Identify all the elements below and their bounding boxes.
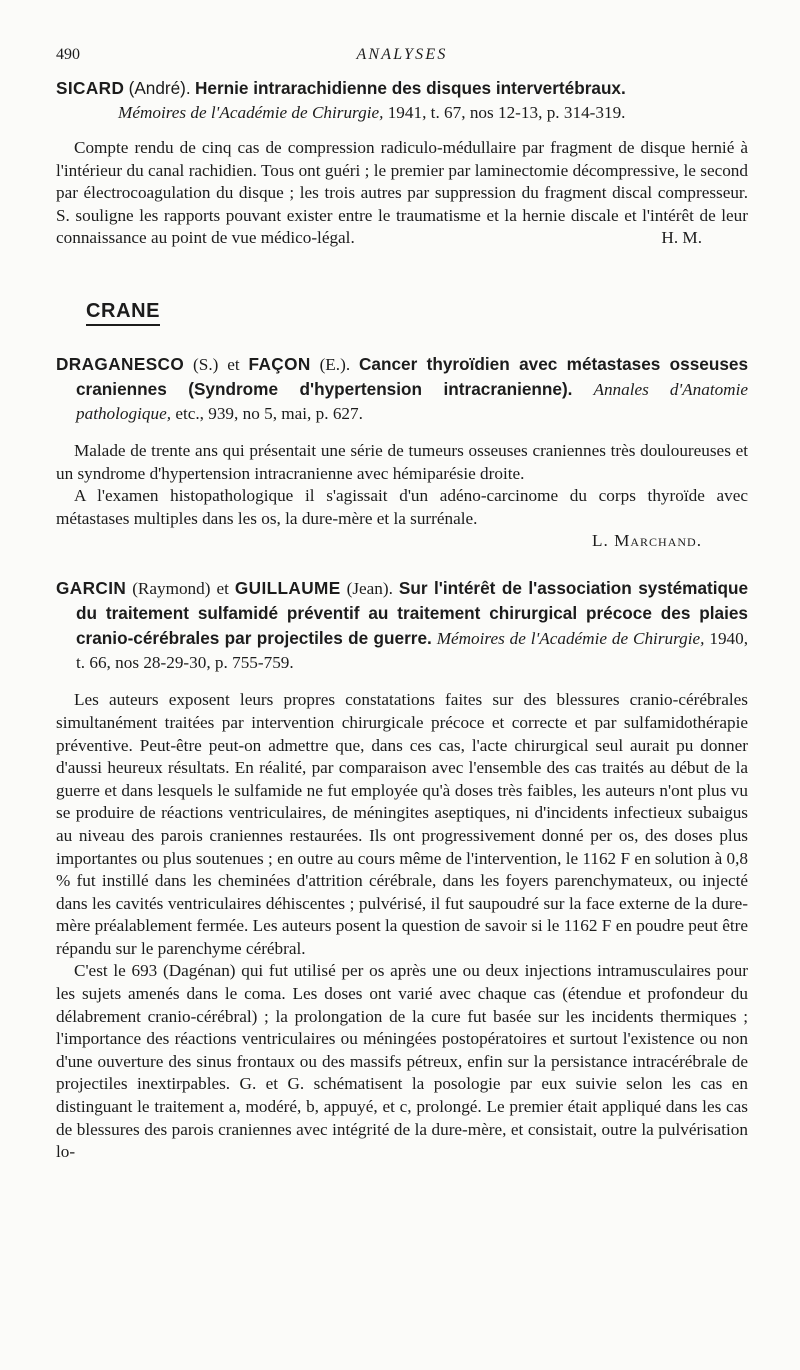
abstract-entry-garcin	[56, 576, 748, 1163]
author-name: GARCIN	[56, 578, 127, 599]
running-title: ANALYSES	[356, 46, 448, 63]
author-connector: et	[227, 354, 240, 374]
abstract-entry-sicard	[56, 76, 748, 250]
entry-heading	[56, 76, 748, 101]
signature: H. M.	[661, 228, 702, 248]
author-firstname: (Jean).	[346, 579, 393, 599]
author-connector: et	[216, 579, 229, 599]
journal-citation: 1941, t. 67, nos 12-13, p. 314-319.	[387, 103, 626, 122]
author-name: GUILLAUME	[234, 578, 341, 599]
author-name: SICARD	[56, 78, 125, 98]
entry-source-line	[56, 101, 748, 125]
article-title: Cancer thyroïdien avec métastases osseuses craniennes (Syndrome d'hypertension intracranienne).	[76, 353, 749, 399]
author-firstname: (Raymond)	[132, 579, 211, 599]
document-page	[56, 46, 748, 1164]
abstract-paragraph: A l'examen histopathologique il s'agissait d'un adéno-carcinome du corps thyroïde avec métastases multiples dans les os, la dure-mère et la surrénale.	[56, 486, 748, 528]
abstract-paragraph: Les auteurs exposent leurs propres constatations faites sur des blessures cranio-cérébrales simultanément traitées par intervention chirurgicale précoce et correcte et par sulfamidothérapie préventive. Peut-être peut-on admettre que, dans ces cas, l'acte chirurgical seul aurait pu donner d'aussi heureux résultats. En réalité, par comparaison avec l'ensemble des cas traités au début de la guerre et dans lesquels le sulfamide ne fut employée qu'à doses très faibles, les auteurs n'ont plus vu se produire de réactions ventriculaires, de méningites aseptiques, ni d'incidents infectieux subaigus au niveau des parois craniennes restaurées. Ils ont progressivement donné per os, des doses plus importantes ou plus soutenues ; en outre au cours même de l'intervention, le 1162 F en solution à 0,8 % fut instillé dans les cheminées d'attrition cérébrale, dans les foyers parenchymateux, ou injecté dans les cavités ventriculaires déhiscentes ; pulvérisé, il fut saupoudré sur la face externe de la dure-mère préalablement fermée. Les auteurs posent la question de savoir si le 1162 F en poudre peut être répandu sur le parenchyme cérébral.	[56, 690, 748, 958]
author-name: FAÇON	[248, 353, 311, 374]
abstract-paragraph: C'est le 693 (Dagénan) qui fut utilisé per os après une ou deux injections intramusculaires pour les sujets amenés dans le coma. Les doses ont varié avec chaque cas (étendue et profondeur du délabrement cranio-cérébral) ; la prolongation de la cure fut basée sur les incidents thermiques ; l'importance des réactions ventriculaires ou méningées postopératoires et surtout l'existence ou non d'une ouverture des sinus frontaux ou des massifs pétreux, enfin sur la persistance intracérébrale de projectiles inextirpables. G. et G. schématisent la posologie par eux suivie selon les cas en distinguant le traitement a, modéré, b, appuyé, et c, prolongé. Le premier était appliqué dans les cas de blessures des parois craniennes avec intégrité de la dure-mère, et consistait, outre la pulvérisation lo-	[56, 961, 748, 1162]
author-name: DRAGANESCO	[56, 353, 185, 374]
abstract-entry-draganesco	[56, 352, 748, 552]
author-firstname: (S.)	[193, 354, 219, 374]
abstract-paragraph: Malade de trente ans qui présentait une série de tumeurs osseuses craniennes très douloureuses et un syndrome d'hypertension intracranienne avec hémiparésie droite.	[56, 440, 748, 483]
journal-citation: 1940, t. 66, nos 28-29-30, p. 755-759.	[76, 629, 749, 673]
signature-text: L. Marchand.	[591, 531, 702, 551]
article-title: Hernie intrarachidienne des disques intervertébraux.	[194, 78, 626, 98]
journal-citation: etc., 939, no 5, mai, p. 627.	[175, 403, 363, 423]
author-firstname: (André).	[128, 78, 191, 98]
journal-source: Annales d'Anatomie pathologique,	[76, 379, 748, 423]
author-firstname: (E.).	[319, 354, 351, 374]
section-heading	[56, 300, 748, 326]
abstract-body	[56, 137, 748, 250]
journal-source: Mémoires de l'Académie de Chirurgie,	[118, 103, 384, 122]
article-title: Sur l'intérêt de l'association systématique du traitement sulfamidé préventif au traitement chirurgical précoce des plaies cranio-cérébrales par projectiles de guerre.	[76, 578, 749, 649]
abstract-text: Compte rendu de cinq cas de compression radiculo-médullaire par fragment de disque hernié à l'intérieur du canal rachidien. Tous ont guéri ; le premier par laminectomie décompressive, le second par électrocoagulation du disque ; les trois autres par suppression du fragment discal compresseur. S. souligne les rapports pouvant exister entre le traumatisme et la hernie discale et l'intérêt de leur connaissance au point de vue médico-légal.	[56, 138, 748, 248]
journal-source: Mémoires de l'Académie de Chirurgie,	[436, 629, 705, 649]
page-header	[56, 46, 748, 76]
page-number: 490	[56, 46, 80, 63]
section-title: CRANE	[86, 300, 160, 326]
signature	[56, 530, 748, 552]
entry-heading	[56, 352, 748, 426]
entry-heading	[56, 576, 748, 675]
